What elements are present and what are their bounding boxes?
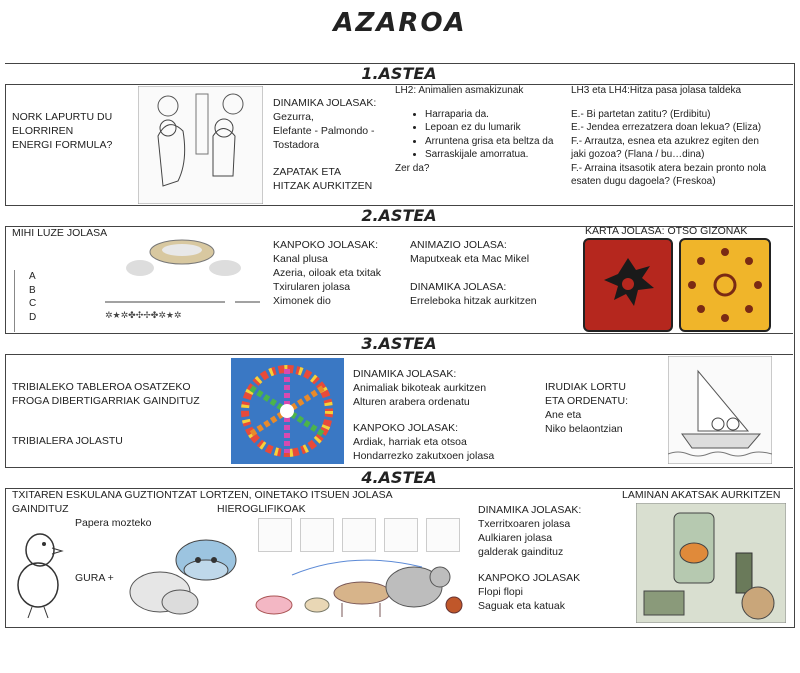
week2-abcd-item: A [29,271,36,282]
hieroglyph-tile [426,518,460,552]
week2-animazio-item: Maputxeak eta Mac Mikel [410,253,530,265]
week3-dinamika-title: DINAMIKA JOLASAK: [353,368,457,380]
week3-irudiak-line: ETA ORDENATU: [545,395,629,407]
week1-cartoon-illustration [138,86,263,204]
week2-kanpoko-item: Azeria, oiloak eta txitak [273,267,381,279]
svg-text:✲★✲✤✣✢✤✲★✲: ✲★✲✤✣✢✤✲★✲ [105,311,182,321]
week1-lh34-item: E.- Bi partetan zatitu? (Erdibitu) [571,108,711,120]
week4-hieroglifikoak: HIEROGLIFIKOAK [217,503,306,515]
week2-abcd-list [14,270,73,332]
week1-left-line: ELORRIREN [12,125,74,137]
week2-kanpoko-item: Txirularen jolasa [273,281,351,293]
chick-illustration [10,520,70,620]
week1-lh34 [571,84,791,189]
week1-lh2-question: Zer da? [395,162,430,174]
week3-left1 [12,380,227,408]
week1-left-line: ENERGI FORMULA? [12,139,113,151]
week1-lh34-item: F.- Arrautza, esnea eta azukrez egiten den [571,135,759,147]
week4-laminan: LAMINAN AKATSAK AURKITZEN [622,489,781,501]
animals-illustration [252,555,467,621]
week2-animazio [410,238,580,266]
werewolf-card-red [583,238,673,332]
week4-dinamika-title: DINAMIKA JOLASAK: [478,504,582,516]
week4-dinamika-item: Aulkiaren jolasa [478,532,553,544]
week1-lh34-item: F.- Arraina itsasotik atera bezain pronto nola [571,162,767,174]
week2-kanpoko [273,238,413,308]
week1-header: 1.ASTEA [5,63,793,85]
week4-kanpoko [478,571,618,613]
week3-left1-line: FROGA DIBERTIGARRIAK GAINDITUZ [12,395,200,407]
week1-dinamika [273,96,393,152]
week3-header: 3.ASTEA [5,333,793,355]
week3-kanpoko-item: Ardiak, harriak eta otsoa [353,436,467,448]
week1-lh34-title: LH3 eta LH4:Hitza pasa jolasa taldeka [571,85,742,96]
week3-dinamika-item: Alturen arabera ordenatu [353,396,470,408]
week1-dinamika-item: Tostadora [273,139,320,151]
week1-lh34-item: E.- Jendea errezatzera doan lekua? (Eliza) [571,122,762,133]
week3-irudiak [545,380,665,436]
week2-dinamika-item: Erreleboka hitzak aurkitzen [410,295,537,307]
week2-abcd-item: D [29,311,37,323]
page-title: AZAROA [333,8,467,38]
week4-top-line-2: GAINDITUZ [12,503,69,515]
week1-lh2-item: • Harraparia da. [425,108,565,122]
week3-dinamika [353,367,533,409]
week1-left-line: NORK LAPURTU DU [12,111,113,123]
week3-irudiak-item: Ane eta [545,409,582,421]
week1-zapatak [273,165,393,193]
hieroglyph-tile [342,518,376,552]
week2-abcd-item: C [29,298,37,309]
week1-lh34-item: jaki gozoa? (Flana / bu…dina) [571,149,705,160]
week3-kanpoko [353,421,533,463]
week1-lh2-title: LH2: Animalien asmakizunak [395,85,524,96]
week1-dinamika-item: Gezurra, [273,111,314,123]
week3-irudiak-line: IRUDIAK LORTU [545,381,626,393]
week4-header: 4.ASTEA [5,467,793,489]
week4-dinamika [478,503,618,559]
sailboat-illustration [668,356,772,464]
week2-mihi-title: MIHI LUZE JOLASA [12,227,108,239]
week3-dinamika-item: Animaliak bikoteak aurkitzen [353,382,487,394]
werewolf-card-yellow [679,238,771,332]
week4-papera: Papera mozteko [75,517,152,529]
week3-kanpoko-title: KANPOKO JOLASAK: [353,422,459,434]
week3-left2: TRIBIALERA JOLASTU [12,435,123,447]
week4-gura: GURA + [75,572,114,584]
week2-kanpoko-item: Ximonek dio [273,295,331,307]
week1-lh2 [395,84,565,175]
week1-zapatak-line: HITZAK AURKITZEN [273,180,373,192]
week4-dinamika-item: Txerritxoaren jolasa [478,518,571,530]
week1-lh2-item: • Lepoan ez du lumarik [425,121,565,135]
week2-kanpoko-item: Kanal plusa [273,253,328,265]
week3-left1-line: TRIBIALEKO TABLEROA OSATZEKO [12,381,191,393]
week1-dinamika-title: DINAMIKA JOLASAK: [273,97,377,109]
week4-dinamika-item: galderak gaindituz [478,546,564,558]
week2-header: 2.ASTEA [5,205,793,227]
week3-irudiak-item: Niko belaontzian [545,423,623,435]
hieroglyph-tile [384,518,418,552]
week2-dinamika-title: DINAMIKA JOLASA: [410,281,507,293]
week2-karta-title: KARTA JOLASA: OTSO GIZONAK [585,225,748,237]
spot-difference-illustration [636,503,786,623]
week4-top-line-1: TXITAREN ESKULANA GUZTIONTZAT LORTZEN, OINETAKO ITSUEN JOLASA [12,489,393,501]
week4-kanpoko-item: Flopi flopi [478,586,523,598]
wind-cloud-illustration [128,530,240,622]
week1-left-text [12,110,137,152]
week2-kanpoko-title: KANPOKO JOLASAK: [273,239,379,251]
week2-animazio-title: ANIMAZIO JOLASA: [410,239,507,251]
trivial-board [231,358,344,464]
week3-kanpoko-item: Hondarrezko zakutxoen jolasa [353,450,495,462]
week2-dinamika [410,280,580,308]
week1-dinamika-item: Elefante - Palmondo - [273,125,375,137]
week4-kanpoko-title: KANPOKO JOLASAK [478,572,581,584]
week2-abcd-item: B [29,284,36,296]
week1-lh2-item: • Sarraskijale amorratua. [425,148,565,162]
week1-zapatak-line: ZAPATAK ETA [273,166,342,178]
hieroglyph-tile [300,518,334,552]
week2-nest-illustration [100,230,260,322]
week1-lh2-item: • Arruntena grisa eta beltza da [425,135,565,149]
week1-lh34-item: esaten dugu dagoela? (Freskoa) [571,176,716,187]
hieroglyph-tile [258,518,292,552]
week4-kanpoko-item: Saguak eta katuak [478,600,565,612]
